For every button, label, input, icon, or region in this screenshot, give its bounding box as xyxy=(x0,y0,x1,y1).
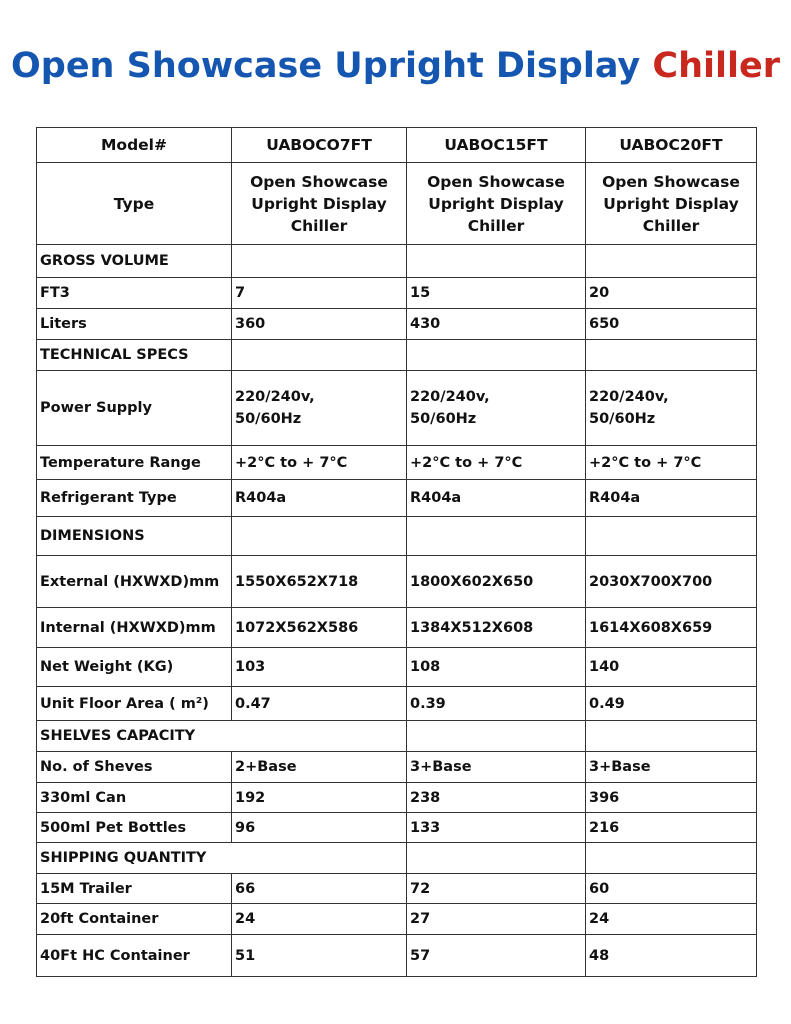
spec-row xyxy=(37,648,757,687)
spec-row xyxy=(37,874,757,904)
spec-value: 430 xyxy=(407,309,586,340)
title-accent: Chiller xyxy=(652,46,780,86)
spec-value: 24 xyxy=(232,904,407,935)
empty-cell xyxy=(586,245,757,278)
cell-line: 220/240v, xyxy=(235,389,315,405)
spec-value: 48 xyxy=(586,935,757,977)
spec-value: +2°C to + 7°C xyxy=(586,446,757,480)
section-row xyxy=(37,245,757,278)
cell-line: 50/60Hz xyxy=(589,411,656,427)
spec-value: 27 xyxy=(407,904,586,935)
spec-value xyxy=(586,371,757,446)
spec-value: 108 xyxy=(407,648,586,687)
spec-value: 133 xyxy=(407,813,586,843)
spec-value: 66 xyxy=(232,874,407,904)
empty-cell xyxy=(586,340,757,371)
spec-label: Temperature Range xyxy=(37,446,232,480)
spec-row xyxy=(37,556,757,608)
section-title: SHELVES CAPACITY xyxy=(37,721,407,752)
spec-value: 1614X608X659 xyxy=(586,608,757,648)
section-title: TECHNICAL SPECS xyxy=(37,340,232,371)
section-title: DIMENSIONS xyxy=(37,517,232,556)
page-title xyxy=(0,44,791,88)
spec-row xyxy=(37,480,757,517)
spec-value: 96 xyxy=(232,813,407,843)
empty-cell xyxy=(407,517,586,556)
spec-label: No. of Sheves xyxy=(37,752,232,783)
header-label: Model# xyxy=(37,128,232,163)
cell-line: Open Showcase xyxy=(427,172,565,191)
spec-value: 2030X700X700 xyxy=(586,556,757,608)
empty-cell xyxy=(407,721,586,752)
header-row xyxy=(37,128,757,163)
spec-value: 57 xyxy=(407,935,586,977)
spec-value: 0.47 xyxy=(232,687,407,721)
spec-row xyxy=(37,309,757,340)
spec-label: 15M Trailer xyxy=(37,874,232,904)
cell-line: Upright Display xyxy=(251,194,387,213)
spec-row xyxy=(37,278,757,309)
empty-cell xyxy=(407,245,586,278)
spec-value: 51 xyxy=(232,935,407,977)
spec-value: 24 xyxy=(586,904,757,935)
cell-line: Upright Display xyxy=(428,194,564,213)
empty-cell xyxy=(407,843,586,874)
section-title: SHIPPING QUANTITY xyxy=(37,843,407,874)
model-header: UABOC15FT xyxy=(407,128,586,163)
type-value xyxy=(586,163,757,245)
model-header: UABOC20FT xyxy=(586,128,757,163)
section-row xyxy=(37,721,757,752)
spec-label: Unit Floor Area ( m²) xyxy=(37,687,232,721)
section-row xyxy=(37,843,757,874)
spec-label: Internal (HXWXD)mm xyxy=(37,608,232,648)
spec-label: Net Weight (KG) xyxy=(37,648,232,687)
empty-cell xyxy=(586,721,757,752)
cell-line: 50/60Hz xyxy=(235,411,302,427)
spec-value: +2°C to + 7°C xyxy=(232,446,407,480)
spec-label: Power Supply xyxy=(37,371,232,446)
spec-value: 216 xyxy=(586,813,757,843)
cell-line: Chiller xyxy=(467,216,525,235)
spec-value: 396 xyxy=(586,783,757,813)
cell-line: Open Showcase xyxy=(250,172,388,191)
cell-line: Upright Display xyxy=(603,194,739,213)
cell-line: 50/60Hz xyxy=(410,411,477,427)
spec-label: 40Ft HC Container xyxy=(37,935,232,977)
spec-value: R404a xyxy=(232,480,407,517)
empty-cell xyxy=(232,245,407,278)
spec-value: +2°C to + 7°C xyxy=(407,446,586,480)
cell-line: Chiller xyxy=(290,216,348,235)
spec-value xyxy=(407,371,586,446)
spec-value: 20 xyxy=(586,278,757,309)
spec-row xyxy=(37,904,757,935)
empty-cell xyxy=(232,340,407,371)
spec-value: 72 xyxy=(407,874,586,904)
spec-value: 1800X602X650 xyxy=(407,556,586,608)
spec-value: 60 xyxy=(586,874,757,904)
type-row xyxy=(37,163,757,245)
model-header: UABOCO7FT xyxy=(232,128,407,163)
spec-value: 3+Base xyxy=(586,752,757,783)
spec-value: R404a xyxy=(586,480,757,517)
spec-value: 3+Base xyxy=(407,752,586,783)
spec-value xyxy=(232,371,407,446)
spec-value: R404a xyxy=(407,480,586,517)
spec-value: 1072X562X586 xyxy=(232,608,407,648)
spec-label: 330ml Can xyxy=(37,783,232,813)
spec-value: 0.39 xyxy=(407,687,586,721)
section-title: GROSS VOLUME xyxy=(37,245,232,278)
spec-value: 103 xyxy=(232,648,407,687)
spec-row xyxy=(37,813,757,843)
spec-row xyxy=(37,752,757,783)
spec-label: Refrigerant Type xyxy=(37,480,232,517)
type-value xyxy=(232,163,407,245)
spec-value: 140 xyxy=(586,648,757,687)
spec-value: 1384X512X608 xyxy=(407,608,586,648)
spec-table-body xyxy=(37,128,757,977)
type-label: Type xyxy=(37,163,232,245)
spec-value: 1550X652X718 xyxy=(232,556,407,608)
spec-label: FT3 xyxy=(37,278,232,309)
spec-row xyxy=(37,446,757,480)
spec-row xyxy=(37,608,757,648)
spec-label: External (HXWXD)mm xyxy=(37,556,232,608)
type-value xyxy=(407,163,586,245)
spec-value: 7 xyxy=(232,278,407,309)
spec-value: 650 xyxy=(586,309,757,340)
spec-row xyxy=(37,687,757,721)
cell-line: 220/240v, xyxy=(410,389,490,405)
spec-value: 0.49 xyxy=(586,687,757,721)
empty-cell xyxy=(407,340,586,371)
empty-cell xyxy=(586,843,757,874)
spec-value: 192 xyxy=(232,783,407,813)
spec-row xyxy=(37,935,757,977)
cell-line: Chiller xyxy=(642,216,700,235)
spec-value: 360 xyxy=(232,309,407,340)
empty-cell xyxy=(586,517,757,556)
spec-table xyxy=(36,127,757,977)
cell-line: Open Showcase xyxy=(602,172,740,191)
spec-label: 20ft Container xyxy=(37,904,232,935)
spec-value: 15 xyxy=(407,278,586,309)
cell-line: 220/240v, xyxy=(589,389,669,405)
spec-value: 2+Base xyxy=(232,752,407,783)
spec-label: 500ml Pet Bottles xyxy=(37,813,232,843)
section-row xyxy=(37,517,757,556)
section-row xyxy=(37,340,757,371)
spec-row xyxy=(37,371,757,446)
empty-cell xyxy=(232,517,407,556)
title-main: Open Showcase Upright Display xyxy=(11,46,641,86)
spec-label: Liters xyxy=(37,309,232,340)
spec-row xyxy=(37,783,757,813)
spec-value: 238 xyxy=(407,783,586,813)
